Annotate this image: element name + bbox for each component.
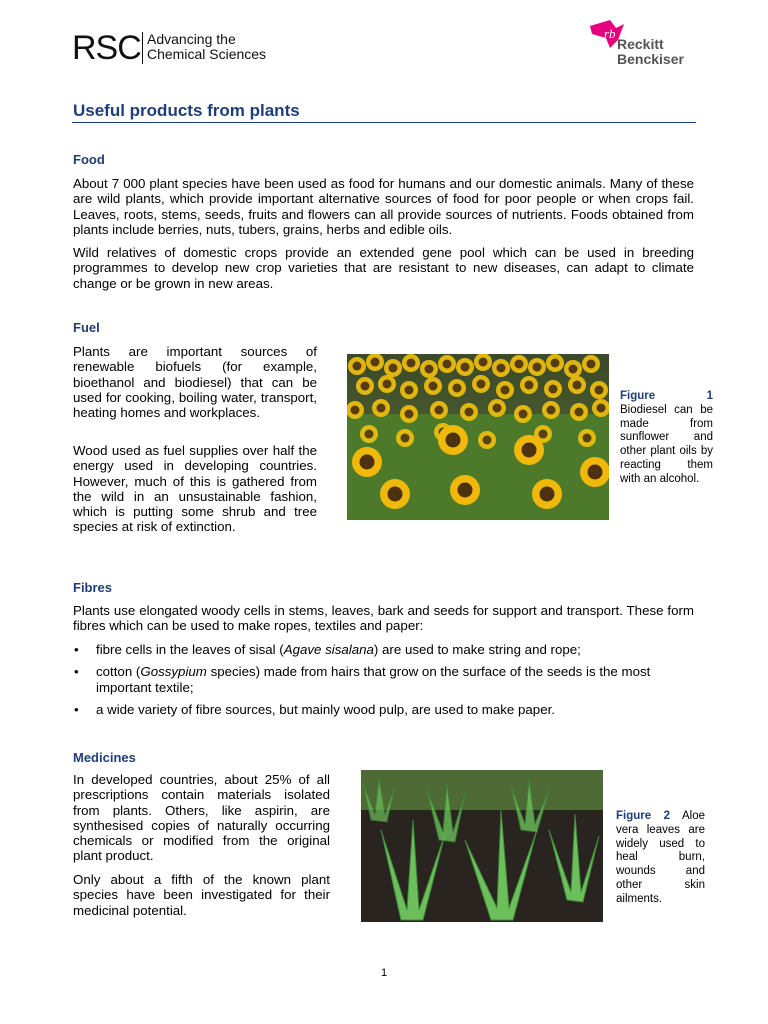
rsc-tagline bbox=[147, 32, 266, 62]
svg-text:rb: rb bbox=[604, 26, 616, 41]
page-title: Useful products from plants bbox=[73, 101, 300, 120]
figure-1-text: Biodiesel can be made from sunflower and other plant oils by reacting them with an alcohol. bbox=[620, 403, 713, 485]
list-item bbox=[73, 702, 694, 717]
figure-2-text: Aloe vera leaves are widely used to heal burn, wounds and other skin ailments. bbox=[616, 810, 706, 905]
rb-line1: Reckitt bbox=[617, 36, 664, 52]
bullet-2-text-start: cotton ( bbox=[96, 664, 141, 680]
list-item bbox=[73, 642, 694, 657]
fuel-paragraph-2: Wood used as fuel supplies over half the energy used in developing countries. However, much of this is gathered from the wild in an unsustainable fashion, which is putting some shrub and tree species at risk of extinction. bbox=[73, 443, 317, 535]
bullet-2-species: Gossypium bbox=[140, 664, 207, 680]
food-paragraph-1: About 7 000 plant species have been used as food for humans and our domestic animals. Many of these are wild plants, which provide important alternative sources of food for poor people or when crops fail. Leaves, roots, stems, seeds, fruits and flowers can all provide sources of nutrients. Foods obtained from plants include berries, nuts, tubers, grains, herbs and edible oils. bbox=[73, 176, 694, 237]
rsc-tagline-line1: Advancing the bbox=[147, 31, 236, 47]
rb-line2: Benckiser bbox=[617, 51, 684, 67]
figure-2-label: Figure 2 bbox=[616, 810, 671, 822]
medicines-heading: Medicines bbox=[73, 750, 136, 765]
figure-1-caption bbox=[620, 390, 713, 487]
bullet-1-species: Agave sisalana bbox=[283, 642, 374, 657]
food-paragraph-2: Wild relatives of domestic crops provide an extended gene pool which can be used in breeding programmes to develop new crop varieties that are resistant to new diseases, can adapt to climate change or be grown in new areas. bbox=[73, 245, 694, 291]
rsc-tagline-line2: Chemical Sciences bbox=[147, 46, 267, 62]
bullet-2-text-end: species) made from hairs that grow on the surface of the seeds is the most important textile; bbox=[96, 664, 651, 695]
figure-2-caption bbox=[616, 810, 705, 907]
reckitt-benckiser-wordmark bbox=[617, 37, 684, 67]
rsc-logo: RSC bbox=[72, 29, 141, 67]
list-item bbox=[73, 664, 694, 695]
fibres-list bbox=[73, 642, 694, 724]
aloe-vera-image bbox=[361, 770, 603, 922]
fuel-paragraph-1: Plants are important sources of renewable biofuels (for example, bioethanol and biodiesel) that can be used for cooking, boiling water, transport, heating homes and workplaces. bbox=[73, 344, 317, 421]
bullet-3-text: a wide variety of fibre sources, but mainly wood pulp, are used to make paper. bbox=[96, 701, 555, 717]
bullet-1-text-start: fibre cells in the leaves of sisal ( bbox=[96, 642, 284, 657]
title-rule bbox=[72, 122, 696, 123]
bullet-1-text-end: ) are used to make string and rope; bbox=[373, 642, 581, 657]
fibres-heading: Fibres bbox=[73, 580, 113, 595]
sunflower-field-image bbox=[347, 354, 609, 520]
page-number: 1 bbox=[380, 967, 388, 979]
figure-1-label: Figure 1 bbox=[620, 390, 713, 402]
medicines-paragraph-2: Only about a fifth of the known plant species have been investigated for their medicinal potential. bbox=[73, 872, 330, 918]
rsc-logo-divider bbox=[142, 32, 143, 64]
fibres-intro: Plants use elongated woody cells in stems, leaves, bark and seeds for support and transport. These form fibres which can be used to make ropes, textiles and paper: bbox=[73, 603, 694, 634]
fuel-heading: Fuel bbox=[73, 320, 100, 335]
medicines-paragraph-1: In developed countries, about 25% of all prescriptions contain materials isolated from plants. Others, like aspirin, are synthesised copies of naturally occurring chemicals or modified from the original plant product. bbox=[73, 772, 330, 864]
food-heading: Food bbox=[73, 152, 105, 167]
